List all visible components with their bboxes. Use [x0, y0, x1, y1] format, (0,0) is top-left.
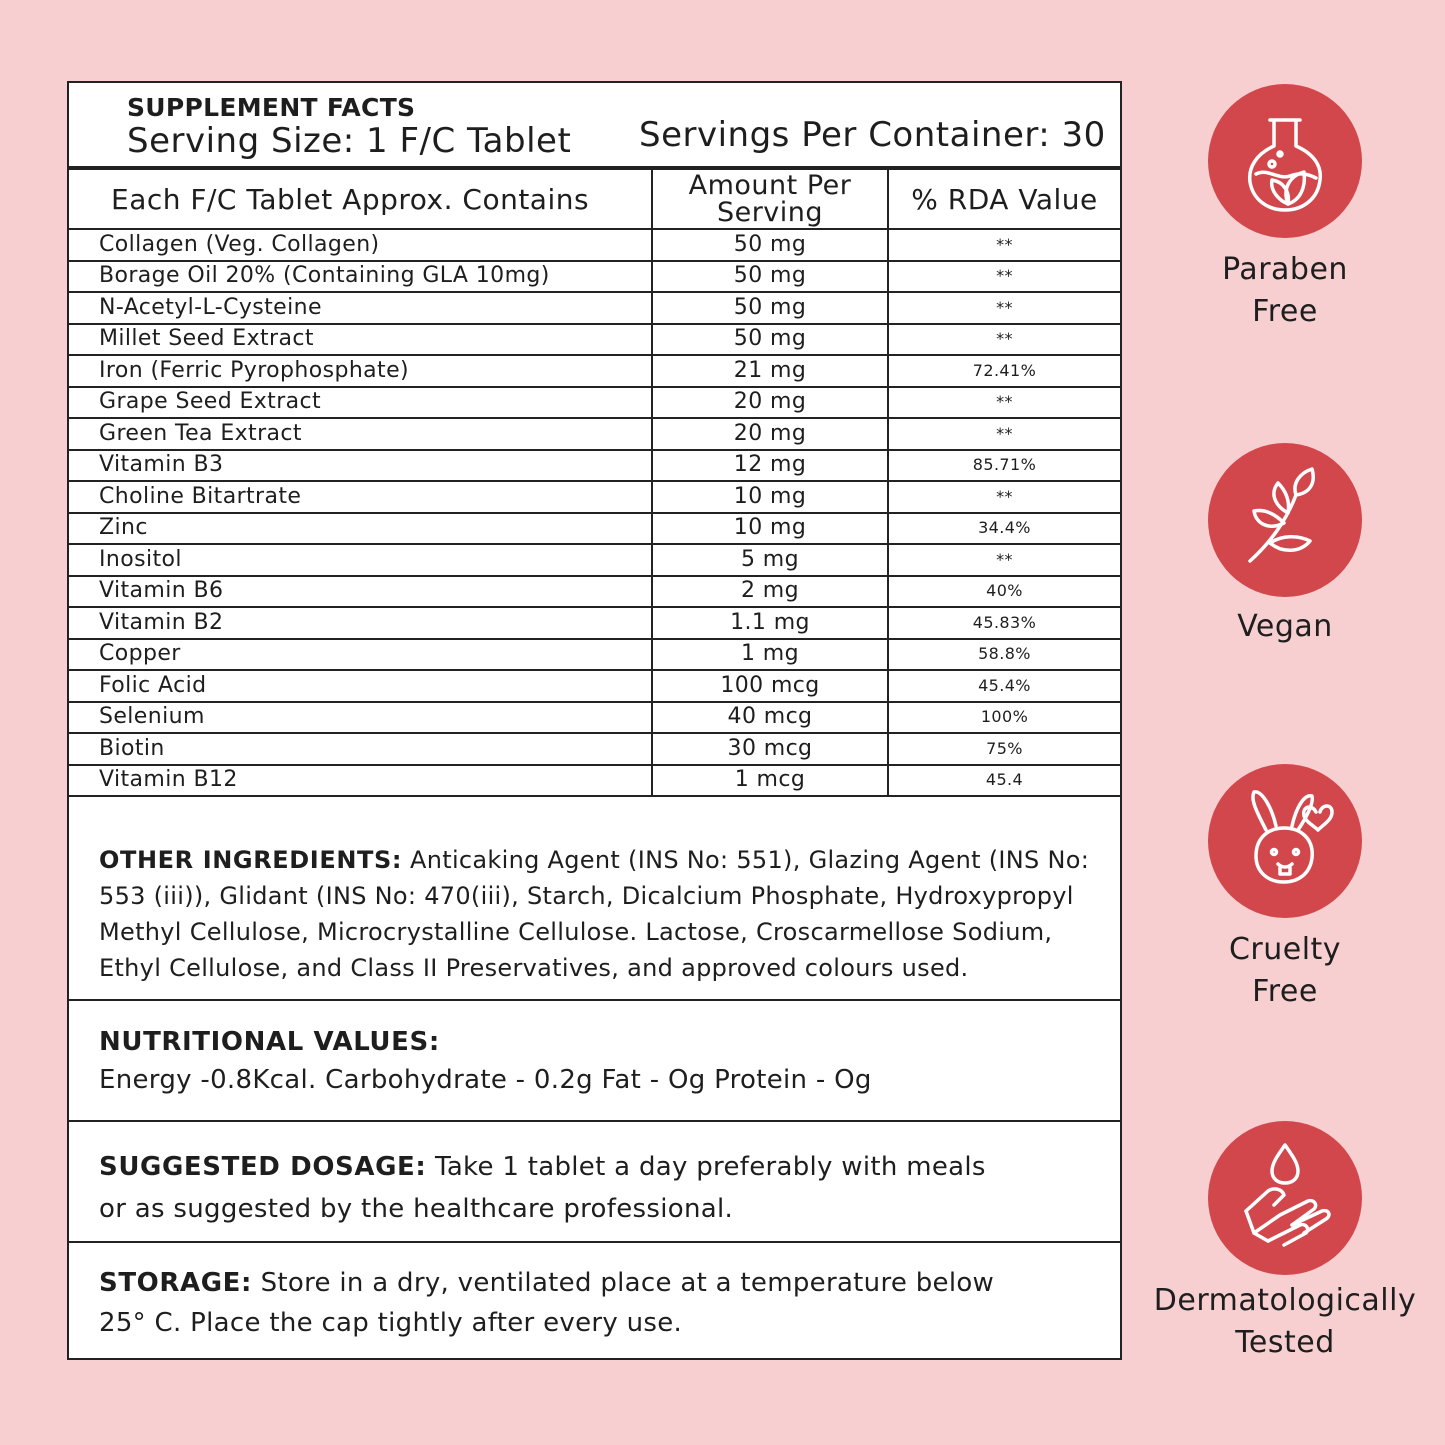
nutrient-rda: 72.41%: [888, 355, 1120, 387]
storage-line1: Store in a dry, ventilated place at a temperature below: [252, 1268, 995, 1298]
column-header-contains: Each F/C Tablet Approx. Contains: [69, 169, 652, 229]
facts-header: [69, 83, 1120, 168]
badge-label-line: Free: [1252, 974, 1318, 1009]
nutrient-amount: 12 mg: [652, 450, 888, 482]
flask-leaf-icon: [1208, 84, 1362, 238]
vegan-label: [1145, 606, 1425, 648]
nutrient-table: [69, 168, 1120, 797]
nutrient-name: Green Tea Extract: [69, 418, 652, 450]
paraben-free-label: [1145, 249, 1425, 333]
nutrient-rda: 45.4: [888, 765, 1120, 797]
table-row: [69, 765, 1120, 797]
hands-drop-icon: [1208, 1121, 1362, 1275]
nutritional-values-text: Energy -0.8Kcal. Carbohydrate - 0.2g Fat - Og Protein - Og: [99, 1065, 872, 1095]
nutrient-rda: 45.83%: [888, 607, 1120, 639]
badge-label-line: Free: [1252, 294, 1318, 329]
nutrient-rda: 40%: [888, 576, 1120, 608]
nutrient-name: N-Acetyl-L-Cysteine: [69, 292, 652, 324]
leaf-branch-icon: [1208, 443, 1362, 597]
storage-section: [69, 1243, 1120, 1358]
dermatologically-tested-badge: [1208, 1121, 1362, 1275]
nutrient-amount: 50 mg: [652, 324, 888, 356]
nutrient-rda: **: [888, 292, 1120, 324]
nutrient-rda: 58.8%: [888, 639, 1120, 671]
serving-size: Serving Size: 1 F/C Tablet: [127, 121, 572, 161]
nutrient-amount: 50 mg: [652, 261, 888, 293]
table-row: [69, 481, 1120, 513]
table-row: [69, 513, 1120, 545]
nutrient-amount: 1 mcg: [652, 765, 888, 797]
nutrient-amount: 20 mg: [652, 418, 888, 450]
nutritional-values-section: [69, 1001, 1120, 1122]
nutrient-name: Inositol: [69, 544, 652, 576]
nutrient-rda: 100%: [888, 702, 1120, 734]
nutrient-amount: 1 mg: [652, 639, 888, 671]
nutrient-amount: 100 mcg: [652, 670, 888, 702]
supplement-facts-panel: [67, 81, 1122, 1360]
nutrient-amount: 50 mg: [652, 292, 888, 324]
table-row: [69, 702, 1120, 734]
table-row: [69, 387, 1120, 419]
other-ingredients-text: Anticaking Agent (INS No: 551), Glazing Agent (INS No: 553 (iii)), Glidant (INS No: 470(iii), Starch, Dicalcium Phosphate, Hydroxypropyl Methyl Cellulose, Microcrystalline Cellulose. Lactose, Croscarmellose Sodium, Ethyl Cellulose, and Class II Preservatives, and approved colours used.: [99, 846, 1090, 982]
nutrient-name: Selenium: [69, 702, 652, 734]
table-row: [69, 355, 1120, 387]
nutrient-name: Vitamin B12: [69, 765, 652, 797]
table-header-row: [69, 169, 1120, 229]
table-row: [69, 450, 1120, 482]
nutrient-rda: **: [888, 387, 1120, 419]
nutrient-rda: 75%: [888, 733, 1120, 765]
nutrient-name: Collagen (Veg. Collagen): [69, 229, 652, 261]
cruelty-free-label: [1145, 929, 1425, 1013]
nutrient-rda: 34.4%: [888, 513, 1120, 545]
suggested-dosage-line1: Take 1 tablet a day preferably with meals: [426, 1152, 986, 1182]
nutrient-name: Vitamin B6: [69, 576, 652, 608]
nutrient-amount: 10 mg: [652, 481, 888, 513]
nutrient-rda: 45.4%: [888, 670, 1120, 702]
nutrient-rda: 85.71%: [888, 450, 1120, 482]
suggested-dosage-line2: or as suggested by the healthcare professional.: [99, 1194, 734, 1224]
badge-label-line: Tested: [1235, 1325, 1335, 1360]
nutrient-name: Choline Bitartrate: [69, 481, 652, 513]
nutrient-amount: 1.1 mg: [652, 607, 888, 639]
nutrient-name: Folic Acid: [69, 670, 652, 702]
other-ingredients-section: [69, 828, 1120, 1001]
table-row: [69, 733, 1120, 765]
badge-label-line: Cruelty: [1228, 932, 1342, 967]
servings-per-container: Servings Per Container: 30: [639, 115, 1106, 155]
storage-label: STORAGE:: [99, 1268, 253, 1298]
column-header-amount: Amount Per Serving: [652, 169, 888, 229]
table-row: [69, 670, 1120, 702]
cruelty-free-badge: [1208, 764, 1362, 918]
other-ingredients-label: OTHER INGREDIENTS:: [99, 846, 403, 874]
nutrient-amount: 50 mg: [652, 229, 888, 261]
storage-line2: 25° C. Place the cap tightly after every use.: [99, 1308, 683, 1338]
nutrient-name: Grape Seed Extract: [69, 387, 652, 419]
nutrient-name: Biotin: [69, 733, 652, 765]
nutrient-amount: 20 mg: [652, 387, 888, 419]
nutrient-amount: 40 mcg: [652, 702, 888, 734]
suggested-dosage-label: SUGGESTED DOSAGE:: [99, 1152, 427, 1182]
nutrient-rda: **: [888, 481, 1120, 513]
nutrient-rda: **: [888, 324, 1120, 356]
table-row: [69, 324, 1120, 356]
nutrient-rda: **: [888, 544, 1120, 576]
nutrient-rda: **: [888, 418, 1120, 450]
table-row: [69, 607, 1120, 639]
table-row: [69, 418, 1120, 450]
nutrient-amount: 2 mg: [652, 576, 888, 608]
nutrient-name: Zinc: [69, 513, 652, 545]
nutrient-amount: 21 mg: [652, 355, 888, 387]
nutrient-amount: 5 mg: [652, 544, 888, 576]
nutrient-rda: **: [888, 261, 1120, 293]
paraben-free-badge: [1208, 84, 1362, 238]
nutrient-amount: 30 mcg: [652, 733, 888, 765]
table-row: [69, 292, 1120, 324]
vegan-badge: [1208, 443, 1362, 597]
nutrient-name: Millet Seed Extract: [69, 324, 652, 356]
nutrient-name: Copper: [69, 639, 652, 671]
table-row: [69, 639, 1120, 671]
table-row: [69, 576, 1120, 608]
table-row: [69, 261, 1120, 293]
dermatologically-tested-label: [1145, 1280, 1425, 1364]
table-row: [69, 544, 1120, 576]
badge-label-line: Vegan: [1237, 609, 1333, 644]
badge-label-line: Paraben: [1222, 252, 1348, 287]
nutrient-name: Vitamin B2: [69, 607, 652, 639]
badge-label-line: Dermatologically: [1153, 1283, 1417, 1318]
nutrient-name: Borage Oil 20% (Containing GLA 10mg): [69, 261, 652, 293]
nutrient-name: Iron (Ferric Pyrophosphate): [69, 355, 652, 387]
column-header-rda: % RDA Value: [888, 169, 1120, 229]
bunny-heart-icon: [1208, 764, 1362, 918]
nutritional-values-label: NUTRITIONAL VALUES:: [99, 1027, 440, 1057]
suggested-dosage-section: [69, 1122, 1120, 1243]
nutrient-name: Vitamin B3: [69, 450, 652, 482]
supplement-facts-title: SUPPLEMENT FACTS: [127, 93, 416, 122]
nutrient-rda: **: [888, 229, 1120, 261]
nutrient-amount: 10 mg: [652, 513, 888, 545]
table-row: [69, 229, 1120, 261]
